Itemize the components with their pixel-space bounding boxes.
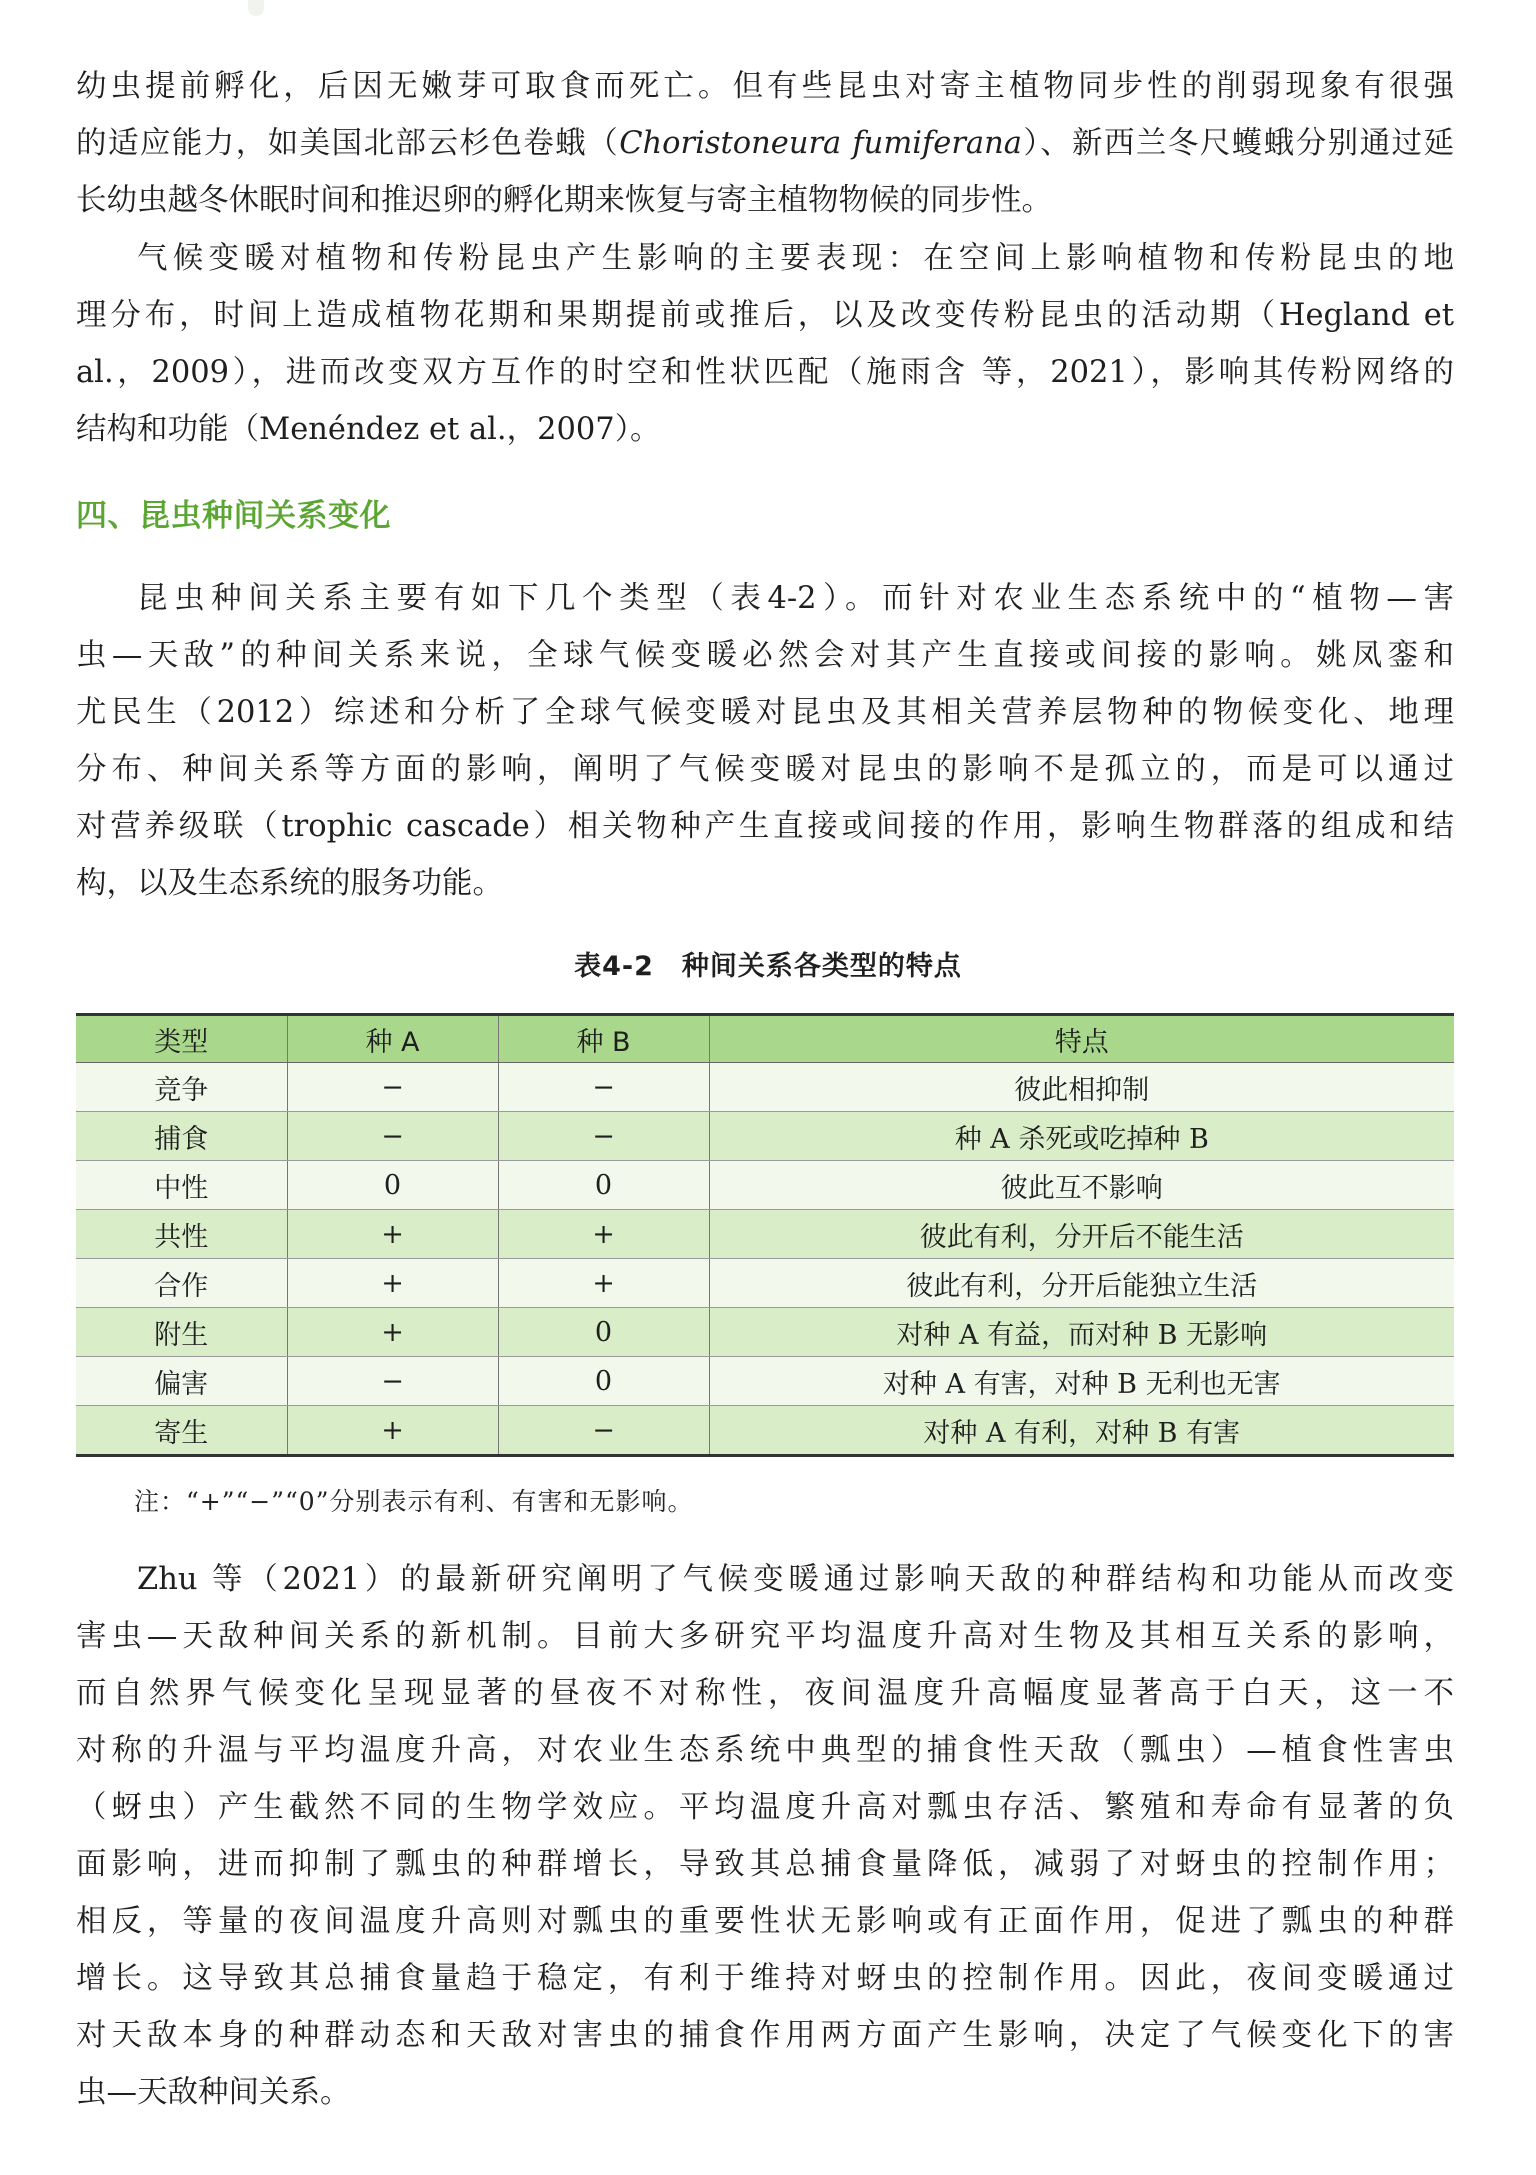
cell-type: 偏害 [76, 1357, 287, 1406]
text-line: 对营养级联（trophic cascade）相关物种产生直接或间接的作用，影响生物群落的组成和结 [76, 809, 1454, 844]
table-caption: 表4-2 种间关系各类型的特点 [574, 951, 962, 982]
text-line [76, 115, 1454, 172]
cell-species-a: + [287, 1308, 498, 1357]
column-header-species-b: 种 B [498, 1015, 709, 1063]
text-line: 面影响，进而抑制了瓢虫的种群增长，导致其总捕食量降低，减弱了对蚜虫的控制作用； [76, 1847, 1454, 1882]
text-line: 尤民生（2012）综述和分析了全球气候变暖对昆虫及其相关营养层物种的物候变化、地理 [76, 695, 1454, 730]
text-line: 虫—天敌”的种间关系来说，全球气候变暖必然会对其产生直接或间接的影响。姚凤銮和 [76, 638, 1454, 673]
column-header-type: 类型 [76, 1015, 287, 1063]
cell-type: 合作 [76, 1259, 287, 1308]
cell-species-a: − [287, 1112, 498, 1161]
cell-species-b: + [498, 1210, 709, 1259]
cell-feature: 彼此互不影响 [709, 1161, 1454, 1210]
cell-feature: 彼此相抑制 [709, 1063, 1454, 1112]
column-header-species-a: 种 A [287, 1015, 498, 1063]
table-row [76, 1357, 1454, 1406]
cell-type: 竞争 [76, 1063, 287, 1112]
cell-species-b: 0 [498, 1357, 709, 1406]
text-line: 理分布，时间上造成植物花期和果期提前或推后，以及改变传粉昆虫的活动期（Hegland et [76, 298, 1454, 333]
text-line: 结构和功能（Menéndez et al.，2007）。 [76, 412, 661, 447]
cell-type: 寄生 [76, 1406, 287, 1456]
text-line: 对天敌本身的种群动态和天敌对害虫的捕食作用两方面产生影响，决定了气候变化下的害 [76, 2018, 1454, 2053]
text-line: 虫—天敌种间关系。 [76, 2075, 351, 2110]
text-line: 长幼虫越冬休眠时间和推迟卵的孵化期来恢复与寄主植物物候的同步性。 [76, 183, 1052, 218]
table-row [76, 1063, 1454, 1112]
text-fragment: ）、新西兰冬尺蠖蛾分别通过延 [1021, 126, 1455, 161]
text-line: 幼虫提前孵化，后因无嫩芽可取食而死亡。但有些昆虫对寄主植物同步性的削弱现象有很强 [76, 69, 1454, 104]
text-line: 构，以及生态系统的服务功能。 [76, 866, 503, 901]
cell-species-b: 0 [498, 1161, 709, 1210]
paragraph-species-relations [76, 570, 1454, 912]
cell-feature: 对种 A 有益，而对种 B 无影响 [709, 1308, 1454, 1357]
cell-feature: 对种 A 有利，对种 B 有害 [709, 1406, 1454, 1456]
cell-type: 中性 [76, 1161, 287, 1210]
table-row [76, 1210, 1454, 1259]
cell-feature: 彼此有利，分开后不能生活 [709, 1210, 1454, 1259]
cell-feature: 彼此有利，分开后能独立生活 [709, 1259, 1454, 1308]
cell-species-a: 0 [287, 1161, 498, 1210]
cell-species-a: − [287, 1063, 498, 1112]
cell-species-b: − [498, 1063, 709, 1112]
text-line: 相反，等量的夜间温度升高则对瓢虫的重要性状无影响或有正面作用，促进了瓢虫的种群 [76, 1904, 1454, 1939]
cell-species-a: − [287, 1357, 498, 1406]
table-row [76, 1259, 1454, 1308]
cell-species-b: − [498, 1406, 709, 1456]
cell-species-b: 0 [498, 1308, 709, 1357]
section-heading: 四、昆虫种间关系变化 [76, 498, 391, 534]
text-line: 增长。这导致其总捕食量趋于稳定，有利于维持对蚜虫的控制作用。因此，夜间变暖通过 [76, 1961, 1454, 1996]
table-row [76, 1406, 1454, 1456]
cell-feature: 对种 A 有害，对种 B 无利也无害 [709, 1357, 1454, 1406]
text-line: 对称的升温与平均温度升高，对农业生态系统中典型的捕食性天敌（瓢虫）—植食性害虫 [76, 1733, 1454, 1768]
cell-species-a: + [287, 1406, 498, 1456]
text-line: 害虫—天敌种间关系的新机制。目前大多研究平均温度升高对生物及其相互关系的影响， [76, 1619, 1454, 1654]
text-line: 气候变暖对植物和传粉昆虫产生影响的主要表现：在空间上影响植物和传粉昆虫的地 [137, 241, 1454, 276]
cell-species-a: + [287, 1259, 498, 1308]
cell-species-b: − [498, 1112, 709, 1161]
text-line: 昆虫种间关系主要有如下几个类型（表4-2）。而针对农业生态系统中的“植物—害 [137, 581, 1454, 616]
text-line: 分布、种间关系等方面的影响，阐明了气候变暖对昆虫的影响不是孤立的，而是可以通过 [76, 752, 1454, 787]
text-fragment: 的适应能力，如美国北部云杉色卷蛾（ [76, 126, 620, 161]
species-relations-table [76, 1013, 1454, 1457]
table-row [76, 1308, 1454, 1357]
text-line: al.，2009），进而改变双方互作的时空和性状匹配（施雨含 等，2021），影响其传粉网络的 [76, 355, 1454, 390]
paragraph-climate-pollinators [76, 230, 1454, 458]
table-row [76, 1112, 1454, 1161]
cell-type: 捕食 [76, 1112, 287, 1161]
paragraph-zhu-study [76, 1551, 1454, 2121]
table-row [76, 1161, 1454, 1210]
paragraph-continuation [76, 58, 1454, 229]
text-line: Zhu 等（2021）的最新研究阐明了气候变暖通过影响天敌的种群结构和功能从而改变 [137, 1562, 1454, 1597]
cell-type: 共性 [76, 1210, 287, 1259]
table-header-row [76, 1015, 1454, 1063]
table-note: 注：“+”“−”“0”分别表示有利、有害和无影响。 [134, 1487, 694, 1516]
page-corner-mark [248, 0, 264, 16]
column-header-feature: 特点 [709, 1015, 1454, 1063]
species-name-italic: Choristoneura fumiferana [619, 126, 1022, 161]
text-line: 而自然界气候变化呈现显著的昼夜不对称性，夜间温度升高幅度显著高于白天，这一不 [76, 1676, 1454, 1711]
cell-species-a: + [287, 1210, 498, 1259]
cell-type: 附生 [76, 1308, 287, 1357]
cell-feature: 种 A 杀死或吃掉种 B [709, 1112, 1454, 1161]
cell-species-b: + [498, 1259, 709, 1308]
text-line: （蚜虫）产生截然不同的生物学效应。平均温度升高对瓢虫存活、繁殖和寿命有显著的负 [76, 1790, 1454, 1825]
